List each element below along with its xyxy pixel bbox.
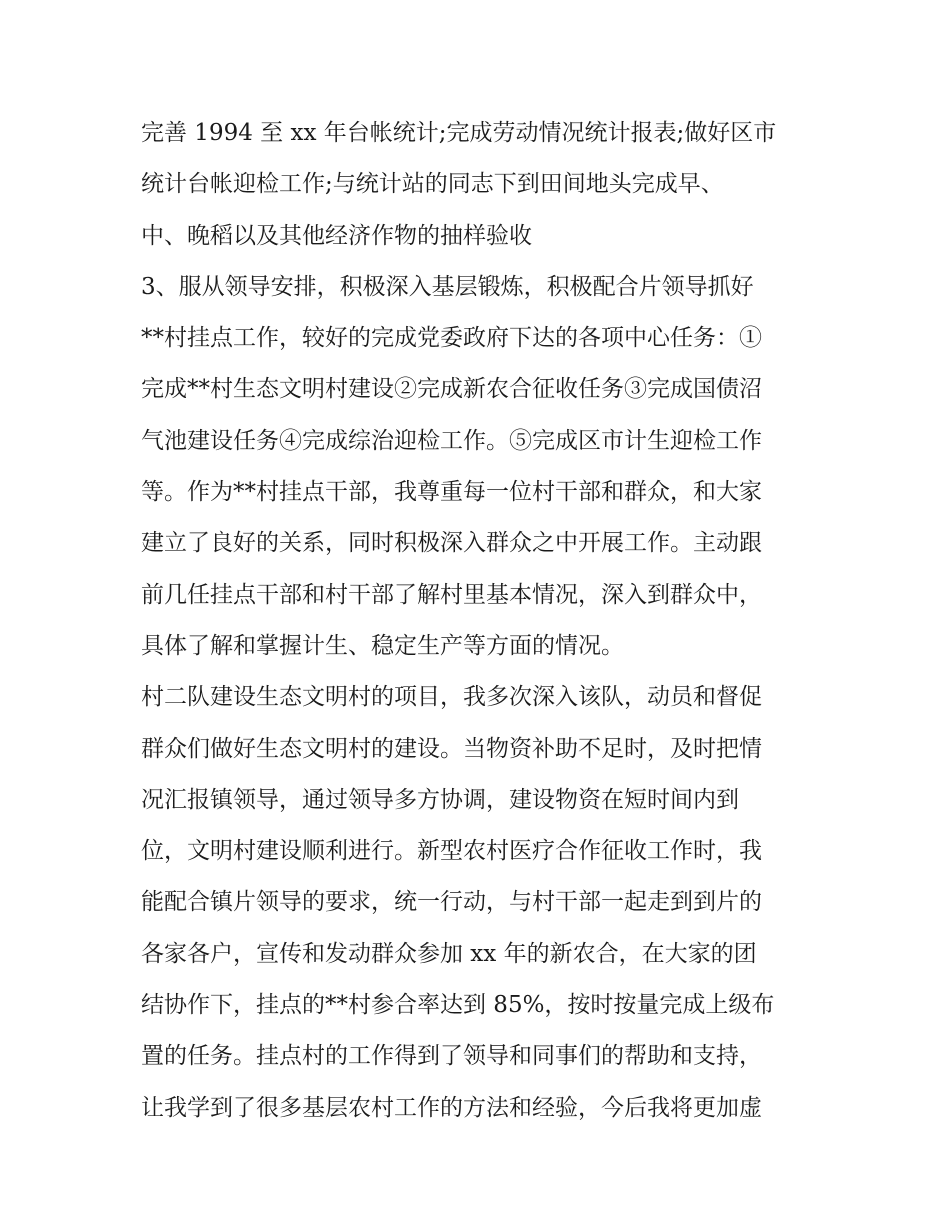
- text-line: 等。作为**村挂点干部，我尊重每一位村干部和群众，和大家: [141, 479, 762, 506]
- text-line: 中、晚稻以及其他经济作物的抽样验收: [141, 222, 532, 249]
- text-line: 村二队建设生态文明村的项目，我多次深入该队，动员和督促: [141, 684, 762, 711]
- body-text: [141, 108, 821, 1134]
- text-line: 完成**村生态文明村建设②完成新农合征收任务③完成国债沼: [141, 376, 762, 403]
- text-line: 况汇报镇领导，通过领导多方协调，建设物资在短时间内到: [141, 786, 739, 813]
- text-line: 能配合镇片领导的要求，统一行动，与村干部一起走到到片的: [141, 889, 762, 916]
- text-line: 前几任挂点干部和村干部了解村里基本情况，深入到群众中，: [141, 581, 762, 608]
- text-line: 3、服从领导安排，积极深入基层锻炼，积极配合片领导抓好: [141, 273, 754, 300]
- text-line: 统计台帐迎检工作;与统计站的同志下到田间地头完成早、: [141, 171, 724, 198]
- text-line: 置的任务。挂点村的工作得到了领导和同事们的帮助和支持，: [141, 1043, 762, 1070]
- text-line: 完善 1994 至 xx 年台帐统计;完成劳动情况统计报表;做好区市: [141, 120, 777, 146]
- text-line: 各家各户，宣传和发动群众参加 xx 年的新农合，在大家的团: [141, 940, 757, 967]
- text-line: 建立了良好的关系，同时积极深入群众之中开展工作。主动跟: [141, 530, 762, 557]
- text-line: 结协作下，挂点的**村参合率达到 85%，按时按量完成上级布: [141, 992, 775, 1019]
- text-line: 让我学到了很多基层农村工作的方法和经验，今后我将更加虚: [141, 1094, 762, 1121]
- text-line: 位，文明村建设顺利进行。新型农村医疗合作征收工作时，我: [141, 838, 762, 865]
- text-line: **村挂点工作，较好的完成党委政府下达的各项中心任务：①: [141, 325, 762, 352]
- text-line: 具体了解和掌握计生、稳定生产等方面的情况。: [141, 632, 624, 659]
- text-line: 气池建设任务④完成综治迎检工作。⑤完成区市计生迎检工作: [141, 427, 762, 454]
- text-line: 群众们做好生态文明村的建设。当物资补助不足时，及时把情: [141, 735, 762, 762]
